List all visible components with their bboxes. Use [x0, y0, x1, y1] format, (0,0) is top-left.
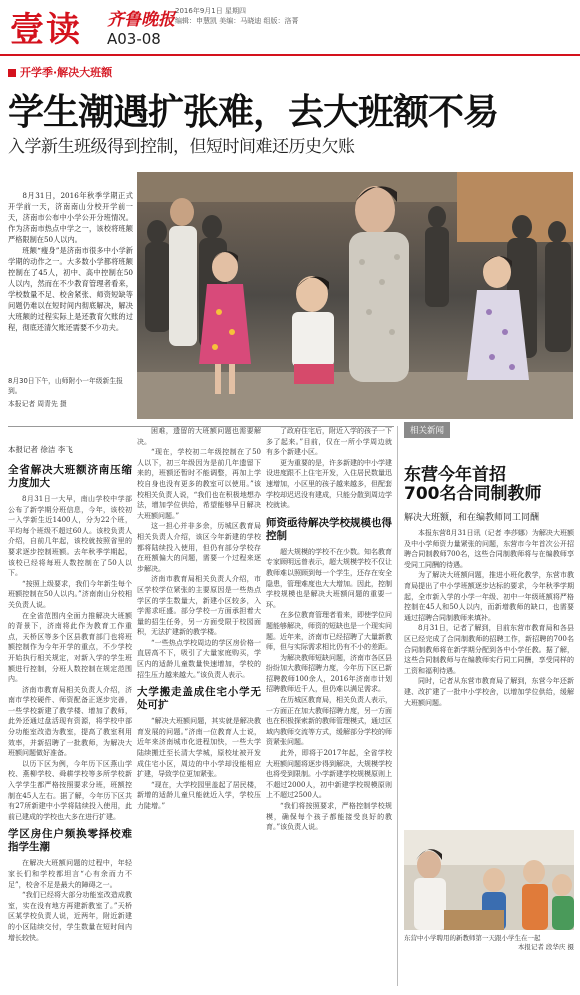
paragraph: 更为重要的是，许多新建的中小学建设进度跟不上住宅开发，入住居民数量迅速增加，小区里的孩子越来越多，但配套学校却迟迟没有建成，只能分散到周边学校就读。 [266, 458, 392, 510]
paragraph: “现在，大学校园里盖起了居民楼，新增的适龄儿童只能就近入学，学校压力陡增。” [137, 780, 261, 810]
paragraph: 了政府住宅后，附近入学的孩子一下多了起来。”目前，仅在一所小学周边就有多个新建小区。 [266, 427, 392, 457]
masthead-rule [0, 54, 580, 56]
section-title: 壹读 [10, 10, 82, 50]
article-column-3 [266, 426, 392, 988]
article-column-1 [8, 458, 132, 988]
sidebar-headline-line: 700名合同制教师 [404, 484, 542, 504]
main-photo [137, 172, 573, 419]
paragraph: “我们已经将大部分功能室改造成教室，实在没有地方再建新教室了。”天桥区某学校负责人说，近两年，附近新建的小区陆续交付，学生数量在短时间内增长较快。 [8, 891, 132, 942]
lead-paragraph: 8月31日，2016年秋季学期正式开学前一天，济南南山分校开学前一天，济南市公布中小学公开分班情况。作为济南市热点中学之一，该校将班额严格限制在50人以内。 [8, 191, 133, 244]
newspaper-brand-logo: 齐鲁晚报 [107, 10, 175, 30]
page-code: A03-08 [107, 30, 161, 48]
caption-text: 东营中小学聘用的新教师第一天跟小学生在一起 [404, 934, 541, 942]
article-column-2 [137, 426, 261, 988]
column-divider [397, 426, 398, 986]
paragraph: “现在，学校初二年级控制在了50人以下，初三年级因为是前几年遗留下来的，班额还暂时不能调整，再加上学校自身也没有更多的教室可以使用。”该校相关负责人说，“我们也在积极地想办法，增加学位供给，希望能够早日解决大班额问题。” [137, 448, 261, 520]
sidebar-headline-line: 东营今年首招 [404, 465, 506, 485]
paragraph: “一些热点学校周边的学区房价格一直居高不下，吸引了大量家庭购买，学区内的适龄儿童数量快速增加，学校的招生压力越来越大。”该负责人表示。 [137, 638, 261, 679]
masthead-meta [175, 6, 305, 26]
byline: 本报记者 徐洁 李飞 [8, 445, 73, 454]
column-heading: 学区房住户频换零择校难指学生潮 [8, 828, 132, 854]
paragraph: 济南市教育局相关负责人介绍，市区学校学位紧张的主要原因是一些热点学区的学生数量大，新建小区较多，入学需求旺盛。部分学校一方面承担着大量的招生任务，另一方面受限于校园面积，无法扩建新的教学楼。 [137, 575, 261, 637]
paragraph: 此外，即将于2017年起，全省学校大班额问题将逐步得到解决，大规模学校也将受到限制。小学新建学校规模原则上不超过2000人，初中新建学校规模原则上不超过2500人。 [266, 749, 392, 800]
paragraph: 在解决大班额问题的过程中，年轻家长们和学校都坦言“心有余而力不足”，校舍不足是最大的障碍之一。 [8, 859, 132, 889]
paragraph: 为了解决大班额问题，推进小班化教学，东营市教育局提出了中小学班额逐步达标的要求，今年秋季学期起，全市新入学的小学一年级、初中一年级班额将严格控制在45人和50人以内，而新增教师的缺口，也需要通过招聘合同制教师来填补。 [404, 571, 574, 622]
photo-credit: 本报记者 周青先 摄 [8, 400, 67, 408]
paragraph: 济南市教育局相关负责人介绍，济南市学校硬件、师资配备正逐步完善，一些学校新建了教学楼、增加了教师，此外还通过盘活现有资源，将学校中部分功能室改造为教室，提高了教室利用效率，并新招聘了一批教师，为解决大班额问题做好准备。 [8, 685, 132, 758]
school-entrance-photo [137, 172, 573, 419]
column-heading: 师资亟待解决学校规模也得控制 [266, 516, 392, 542]
column-heading: 大学搬走盖成住宅小学无处可扩 [137, 686, 261, 712]
paragraph: 这一担心并非多余，历城区教育局相关负责人介绍，该区今年新建的学校都将陆续投入使用，但仍有部分学校存在班额偏大的问题，需要一个过程来逐步解决。 [137, 522, 261, 573]
section-tag-label: 开学季·解决大班额 [20, 66, 113, 79]
paragraph: 超大规模的学校不在少数。知名教育专家顾明远曾表示，超大规模学校不仅让教师难以照顾到每一个学生，还存在安全隐患，管理难度也大大增加。因此，控制学校规模也是解决大班额问题的重要一环。 [266, 547, 392, 609]
lead-text [8, 190, 133, 333]
paragraph: 在历城区教育局，相关负责人表示，一方面正在加大教师招聘力度，另一方面也在积极探索新的教师管理模式，通过区域内教师交流等方式，缓解部分学校的师资紧张问题。 [266, 696, 392, 747]
related-news-tag: 相关新闻 [404, 422, 450, 438]
photo-caption: 8月30日下午，山师附小一年级新生报到。 [8, 377, 123, 395]
masthead [0, 0, 580, 56]
paragraph: “解决大班额问题，其实就是解决教育发展的问题。”济南一位教育人士说，近年来济南城市化进程加快，一些大学陆续搬迁至长清大学城，原校址被开发成住宅小区，周边的中小学却没能相应扩建，导致学位更加紧张。 [137, 717, 261, 779]
paragraph: “按照上级要求，我们今年新生每个班额控制在50人以内。”济南南山分校相关负责人说。 [8, 579, 132, 609]
column-heading: 全省解决大班额济南压缩力度加大 [8, 464, 132, 489]
classroom-photo [404, 830, 574, 930]
staff-credits: 编辑：申慧凯 美编：马晓迪 组版：洛菁 [175, 17, 299, 25]
paragraph: “我们将按照要求，严格控制学校规模，确保每个孩子都能接受良好的教育。”该负责人说。 [266, 802, 392, 832]
subhead: 入学新生班级得到控制，但短时间难还历史欠账 [8, 137, 355, 157]
paragraph: 为解决教师短缺问题，济南市各区县纷纷加大教师招聘力度，今年历下区已新招聘教师100余人，2016年济南市计划招聘教师近千人，但仍难以满足需求。 [266, 653, 392, 694]
sidebar-subhead: 解决大班额，和在编教师同工同酬 [404, 513, 540, 523]
paragraph: 同时，记者从东营市教育局了解到，东营今年还新建、改扩建了一批中小学校舍，以增加学位供给，缓解大班额问题。 [404, 677, 574, 707]
paragraph: 8月31日，记者了解到，目前东营市教育局和各县区已经完成了合同制教师的招聘工作，新招聘的700名合同制教师将在新学期分配到各中小学任教。据了解，这些合同制教师与在编教师实行同工同酬，享受同样的工资和福利待遇。 [404, 624, 574, 675]
headline: 学生潮遇扩张难，去大班额不易 [8, 92, 499, 133]
sidebar-photo [404, 830, 574, 930]
sidebar-article [404, 528, 574, 826]
paragraph: 在多位教育管理者看来，即使学位问题能够解决，师资的短缺也是一个现实问题。近年来，济南市已经招聘了大量新教师，但与实际需求相比仍有不小的差距。 [266, 611, 392, 652]
paragraph: 本报东营8月31日讯（记者 李莎娜）为解决大班额及中小学师资力量紧张的问题，东营市今年首次公开招聘合同制教师700名，这些合同制教师将与在编教师享受同工同酬的待遇。 [404, 529, 574, 569]
section-tag [8, 64, 112, 80]
square-bullet-icon [8, 69, 16, 77]
sidebar-headline [404, 466, 542, 504]
sidebar-photo-caption [404, 934, 574, 952]
paragraph: 困难，遗留的大班额问题也需要解决。 [137, 427, 261, 446]
caption-credit: 本报记者 段华庆 摄 [517, 943, 574, 951]
issue-date: 2016年9月1日 星期四 [175, 7, 246, 15]
paragraph: 8月31日一大早，南山学校中学部公布了新学期分班信息，今年，该校初一入学新生近1400人，分为22个班，平均每个班级不超过60人。该校负责人介绍，自前几年起，该校就按照省里的要求逐步控制班额。去年秋季学期起，该校已经将每班人数控制在了50人以下。 [8, 495, 132, 578]
lead-paragraph: 班额“瘦身”是济南市很多中小学新学期的动作之一。大多数小学都将班额控制在了45人，初中、高中控制在50人以内，然而在不少教育管理者看来，学校数量不足、校舍紧张、师资短缺等问题仍难以在短时间内彻底解决，解决大班额的过程实际上是还教育欠账的过程，彻底还清欠账还需要不少功夫。 [8, 246, 133, 332]
paragraph: 在全省范围内全面力推解决大班额的背景下，济南将此作为教育工作重点，天桥区等多个区县教育部门也将班额控制作为今年开学的重点，不少学校开始执行相关规定，对新入学的学生班额进行控制，分班人数控制在规定范围内。 [8, 611, 132, 684]
paragraph: 以历下区为例，今年历下区燕山学校、燕柳学校、舜耕学校等多所学校新入学学生都严格按照要求分班，班额控制在45人左右。据了解，今年历下区共有27所新建中小学将陆续投入使用，此前已建成的学校也大多在进行扩建。 [8, 759, 132, 821]
